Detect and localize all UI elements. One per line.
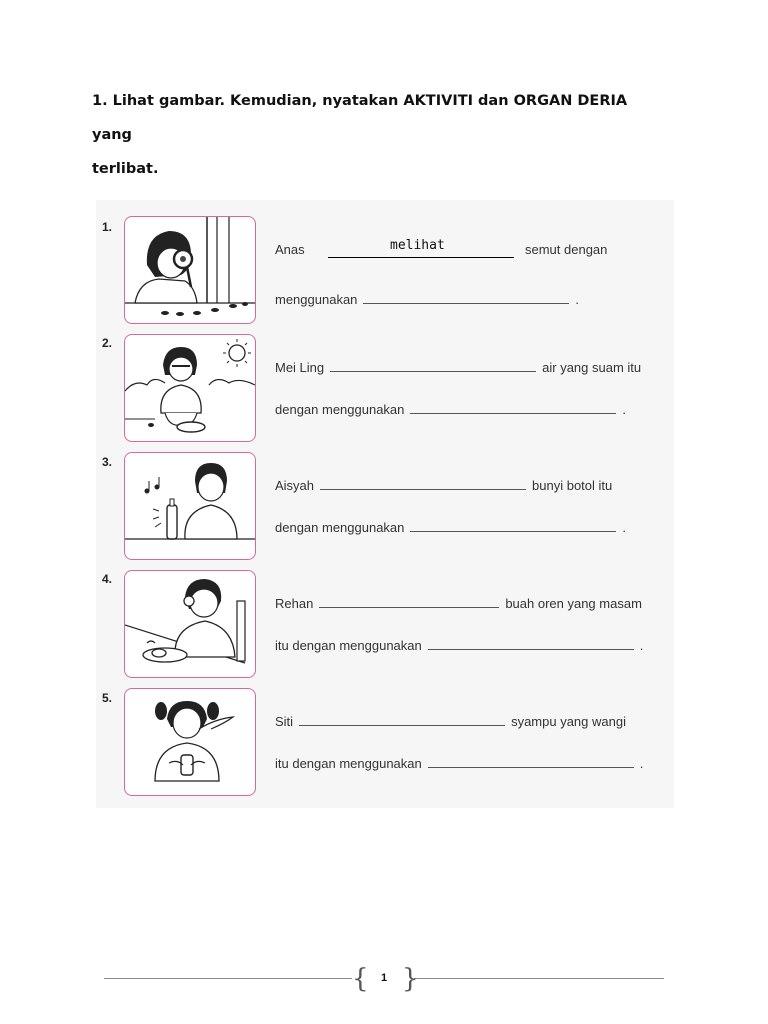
picture-boy-magnifying-glass bbox=[124, 216, 256, 324]
question-number: 3. bbox=[102, 455, 113, 469]
question-subject: Siti bbox=[275, 714, 294, 729]
footer-bracket-right: } bbox=[402, 964, 419, 994]
answer-blank[interactable] bbox=[410, 530, 616, 532]
question-number: 2. bbox=[102, 336, 113, 350]
picture-girl-touching-water bbox=[124, 334, 256, 442]
page-number: 1 bbox=[380, 972, 388, 984]
answer-blank[interactable] bbox=[363, 302, 569, 304]
question-text: syampu yang wangi bbox=[511, 714, 626, 729]
question-number: 1. bbox=[102, 220, 113, 234]
answer-blank[interactable] bbox=[299, 724, 505, 726]
question-4-line-1 bbox=[275, 596, 642, 611]
question-text: itu dengan menggunakan bbox=[275, 756, 422, 771]
picture-boy-eating-orange bbox=[124, 570, 256, 678]
line-end: . bbox=[622, 520, 627, 535]
line-end: . bbox=[639, 756, 644, 771]
question-1-line-2 bbox=[275, 292, 579, 307]
picture-girl-shaking-bottle bbox=[124, 452, 256, 560]
footer-divider-right bbox=[414, 978, 664, 979]
answer-blank[interactable] bbox=[319, 606, 499, 608]
question-text: menggunakan bbox=[275, 292, 358, 307]
answer-blank-1[interactable] bbox=[328, 257, 514, 258]
answer-blank[interactable] bbox=[410, 412, 616, 414]
question-text: bunyi botol itu bbox=[532, 478, 613, 493]
line-end: . bbox=[575, 292, 580, 307]
answer-text[interactable]: melihat bbox=[390, 238, 445, 253]
question-subject: Anas bbox=[275, 242, 305, 257]
line-end: . bbox=[622, 402, 627, 417]
question-number: 4. bbox=[102, 572, 113, 586]
question-1-line-1 bbox=[275, 242, 305, 257]
question-text: air yang suam itu bbox=[542, 360, 642, 375]
question-text: semut dengan bbox=[525, 242, 608, 257]
question-subject: Mei Ling bbox=[275, 360, 325, 375]
instruction bbox=[92, 84, 652, 186]
answer-blank[interactable] bbox=[320, 488, 526, 490]
question-2-line-1 bbox=[275, 360, 641, 375]
question-text: itu dengan menggunakan bbox=[275, 638, 422, 653]
worksheet bbox=[96, 200, 674, 808]
question-subject: Rehan bbox=[275, 596, 314, 611]
picture-girl-smelling-shampoo bbox=[124, 688, 256, 796]
question-3-line-2 bbox=[275, 520, 626, 535]
question-text: dengan menggunakan bbox=[275, 402, 405, 417]
footer-divider-left bbox=[104, 978, 352, 979]
question-number: 5. bbox=[102, 691, 113, 705]
instruction-line-2: terlibat. bbox=[92, 161, 159, 177]
line-end: . bbox=[639, 638, 644, 653]
question-text: dengan menggunakan bbox=[275, 520, 405, 535]
answer-blank[interactable] bbox=[428, 648, 634, 650]
question-3-line-1 bbox=[275, 478, 612, 493]
question-2-line-2 bbox=[275, 402, 626, 417]
question-4-line-2 bbox=[275, 638, 643, 653]
question-1-after-blank bbox=[525, 242, 607, 257]
question-5-line-2 bbox=[275, 756, 643, 771]
question-subject: Aisyah bbox=[275, 478, 315, 493]
answer-blank[interactable] bbox=[330, 370, 536, 372]
question-5-line-1 bbox=[275, 714, 626, 729]
instruction-line-1: 1. Lihat gambar. Kemudian, nyatakan AKTIVITI dan ORGAN DERIA yang bbox=[92, 93, 628, 143]
question-text: buah oren yang masam bbox=[505, 596, 642, 611]
answer-blank[interactable] bbox=[428, 766, 634, 768]
footer-bracket-left: { bbox=[352, 964, 369, 994]
